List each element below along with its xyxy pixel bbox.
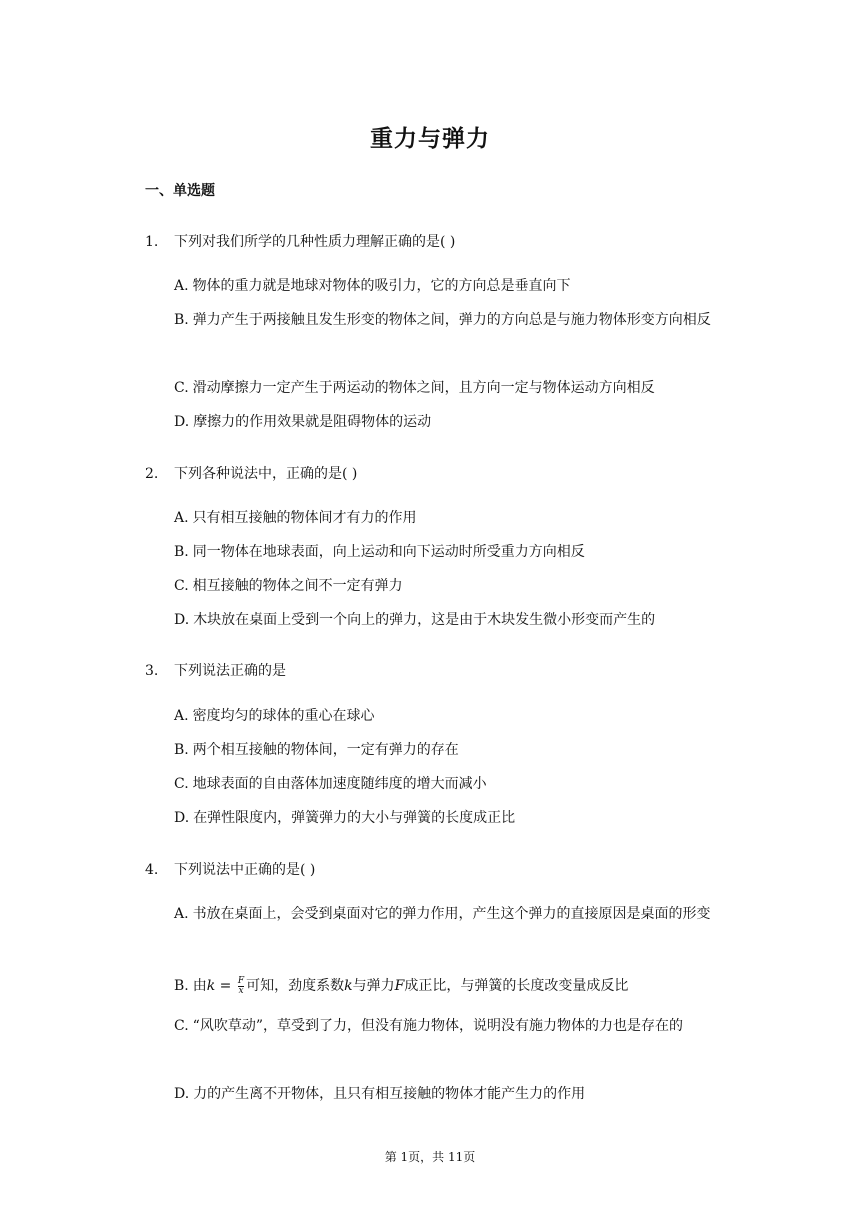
- question-4-option-c: C. “风吹草动”，草受到了力，但没有施力物体，说明没有施力物体的力也是存在的: [174, 1018, 683, 1034]
- question-number: 1.: [145, 234, 159, 250]
- question-2-option-d: D. 木块放在桌面上受到一个向上的弹力，这是由于木块发生微小形变而产生的: [174, 612, 656, 628]
- question-4-option-d: D. 力的产生离不开物体，且只有相互接触的物体才能产生力的作用: [174, 1086, 586, 1102]
- question-1-option-b: B. 弹力产生于两接触且发生形变的物体之间，弹力的方向总是与施力物体形变方向相反: [174, 312, 711, 328]
- question-3-stem: [145, 660, 286, 680]
- question-1-option-a: A. 物体的重力就是地球对物体的吸引力，它的方向总是垂直向下: [174, 278, 571, 294]
- question-2-option-b: B. 同一物体在地球表面，向上运动和向下运动时所受重力方向相反: [174, 544, 585, 560]
- question-1-stem: [145, 231, 455, 251]
- question-4-stem: [145, 859, 315, 879]
- question-2-stem: [145, 463, 357, 483]
- question-text: 下列说法中正确的是( ): [174, 862, 316, 878]
- question-1-option-d: D. 摩擦力的作用效果就是阻碍物体的运动: [174, 414, 432, 430]
- page-title: 重力与弹力: [370, 125, 490, 152]
- question-3-option-b: B. 两个相互接触的物体间，一定有弹力的存在: [174, 742, 459, 758]
- page-footer: 第 1页，共 11页: [384, 1150, 476, 1164]
- question-3-option-a: A. 密度均匀的球体的重心在球心: [174, 708, 375, 724]
- question-2-option-c: C. 相互接触的物体之间不一定有弹力: [174, 578, 403, 594]
- question-text: 下列各种说法中，正确的是( ): [174, 466, 358, 482]
- question-text: 下列说法正确的是: [174, 663, 286, 679]
- question-4-option-a: A. 书放在桌面上，会受到桌面对它的弹力作用，产生这个弹力的直接原因是桌面的形变: [174, 906, 711, 922]
- question-number: 4.: [145, 862, 159, 878]
- question-3-option-d: D. 在弹性限度内，弹簧弹力的大小与弹簧的长度成正比: [174, 810, 516, 826]
- math-k: k: [206, 978, 216, 994]
- question-number: 2.: [145, 466, 159, 482]
- section-heading: 一、单选题: [145, 183, 215, 199]
- question-text: 下列对我们所学的几种性质力理解正确的是( ): [174, 234, 456, 250]
- question-4-option-b: B. 由k = $\frac{F}{x}$ 可知，劲度系数k与弹力F成正比，与弹簧的长度改变量成反比: [174, 975, 629, 996]
- question-number: 3.: [145, 663, 159, 679]
- question-3-option-c: C. 地球表面的自由落体加速度随纬度的增大而减小: [174, 776, 487, 792]
- question-2-option-a: A. 只有相互接触的物体间才有力的作用: [174, 510, 417, 526]
- question-1-option-c: C. 滑动摩擦力一定产生于两运动的物体之间，且方向一定与物体运动方向相反: [174, 380, 655, 396]
- fraction-f-over-x: $\frac{F}{x}$: [237, 975, 245, 996]
